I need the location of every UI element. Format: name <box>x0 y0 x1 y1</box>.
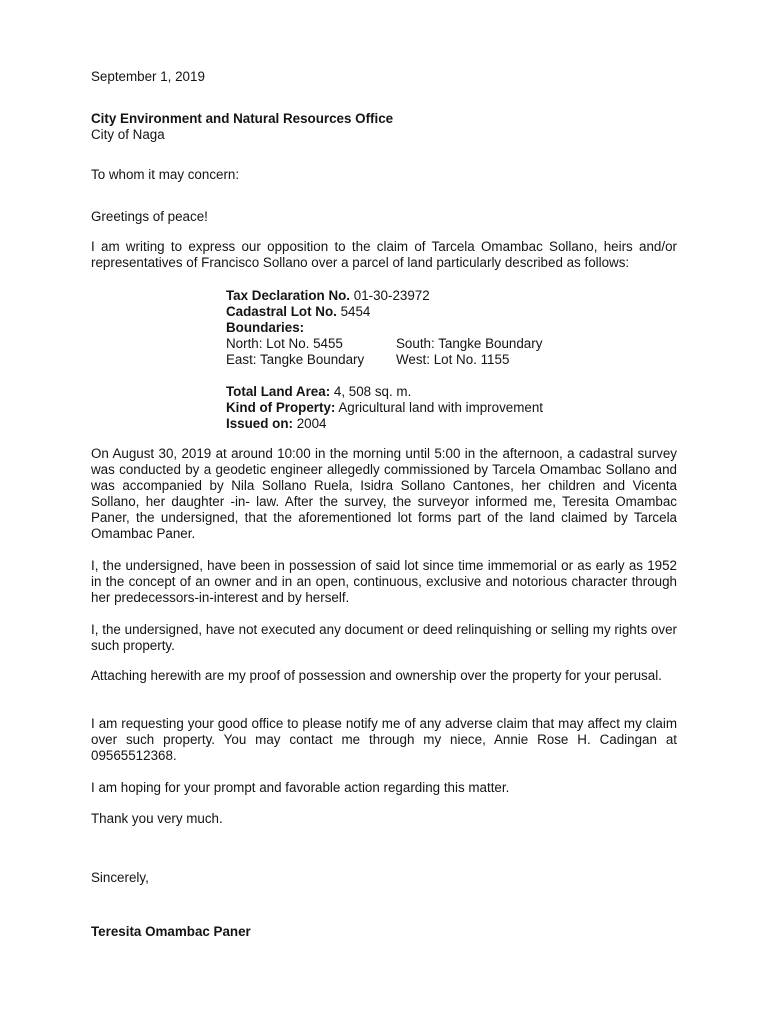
tax-declaration-label: Tax Declaration No. <box>226 288 351 303</box>
thanks-paragraph: Thank you very much. <box>91 811 223 826</box>
boundaries-label: Boundaries: <box>226 320 305 335</box>
boundary-east: East: Tangke Boundary <box>226 352 365 367</box>
boundary-south: South: Tangke Boundary <box>396 336 543 351</box>
tax-declaration-row <box>226 288 606 304</box>
total-area-value: 4, 508 sq. m. <box>330 384 412 399</box>
not-executed-paragraph: I, the undersigned, have not executed any document or deed relinquishing or selling my rights over such property. <box>91 622 677 653</box>
tax-declaration-value: 01-30-23972 <box>350 288 430 303</box>
closing: Sincerely, <box>91 870 149 885</box>
cadastral-lot-value: 5454 <box>336 304 371 319</box>
total-area-label: Total Land Area: <box>226 384 331 399</box>
total-area-row <box>226 384 606 400</box>
intro-paragraph: I am writing to express our opposition to the claim of Tarcela Omambac Sollano, heirs and/or representatives of Francisco Sollano over a parcel of land particularly described as follows: <box>91 239 677 270</box>
cadastral-lot-label: Cadastral Lot No. <box>226 304 337 319</box>
possession-paragraph: I, the undersigned, have been in possession of said lot since time immemorial or as early as 1952 in the concept of an owner and in an open, continuous, exclusive and notorious character through her predecessors-in-interest and by herself. <box>91 558 677 605</box>
boundary-west: West: Lot No. 1155 <box>396 352 510 367</box>
greeting: Greetings of peace! <box>91 209 208 224</box>
boundaries-north-south <box>226 336 606 352</box>
boundaries-east-west <box>226 352 606 368</box>
requesting-paragraph: I am requesting your good office to please notify me of any adverse claim that may affect my claim over such property. You may contact me through my niece, Annie Rose H. Cadingan at 09565512368. <box>91 716 677 763</box>
recipient-block <box>91 111 393 143</box>
cadastral-lot-row <box>226 304 606 320</box>
attaching-paragraph: Attaching herewith are my proof of possession and ownership over the property for your perusal. <box>91 668 662 683</box>
issued-label: Issued on: <box>226 416 293 431</box>
boundaries-row <box>226 320 606 336</box>
issued-row <box>226 416 606 432</box>
recipient-office: City Environment and Natural Resources Office <box>91 111 394 126</box>
kind-value: Agricultural land with improvement <box>335 400 544 415</box>
signatory-name: Teresita Omambac Paner <box>91 924 251 939</box>
kind-label: Kind of Property: <box>226 400 336 415</box>
boundary-north: North: Lot No. 5455 <box>226 336 343 351</box>
issued-value: 2004 <box>292 416 327 431</box>
kind-row <box>226 400 606 416</box>
recipient-city: City of Naga <box>91 127 165 142</box>
hoping-paragraph: I am hoping for your prompt and favorable action regarding this matter. <box>91 780 510 795</box>
survey-paragraph: On August 30, 2019 at around 10:00 in the morning until 5:00 in the afternoon, a cadastral survey was conducted by a geodetic engineer allegedly commissioned by Tarcela Omambac Sollano and was accompanied by Nila Sollano Ruela, Isidra Sollano Cantones, her children and Vicenta Sollano, her daughter -in- law. After the survey, the surveyor informed me, Teresita Omambac Paner, the undersigned, that the aforementioned lot forms part of the land claimed by Tarcela Omambac Paner. <box>91 446 677 541</box>
letter-date: September 1, 2019 <box>91 69 205 84</box>
property-details <box>226 288 606 432</box>
salutation: To whom it may concern: <box>91 167 240 182</box>
details-spacer <box>226 368 606 384</box>
